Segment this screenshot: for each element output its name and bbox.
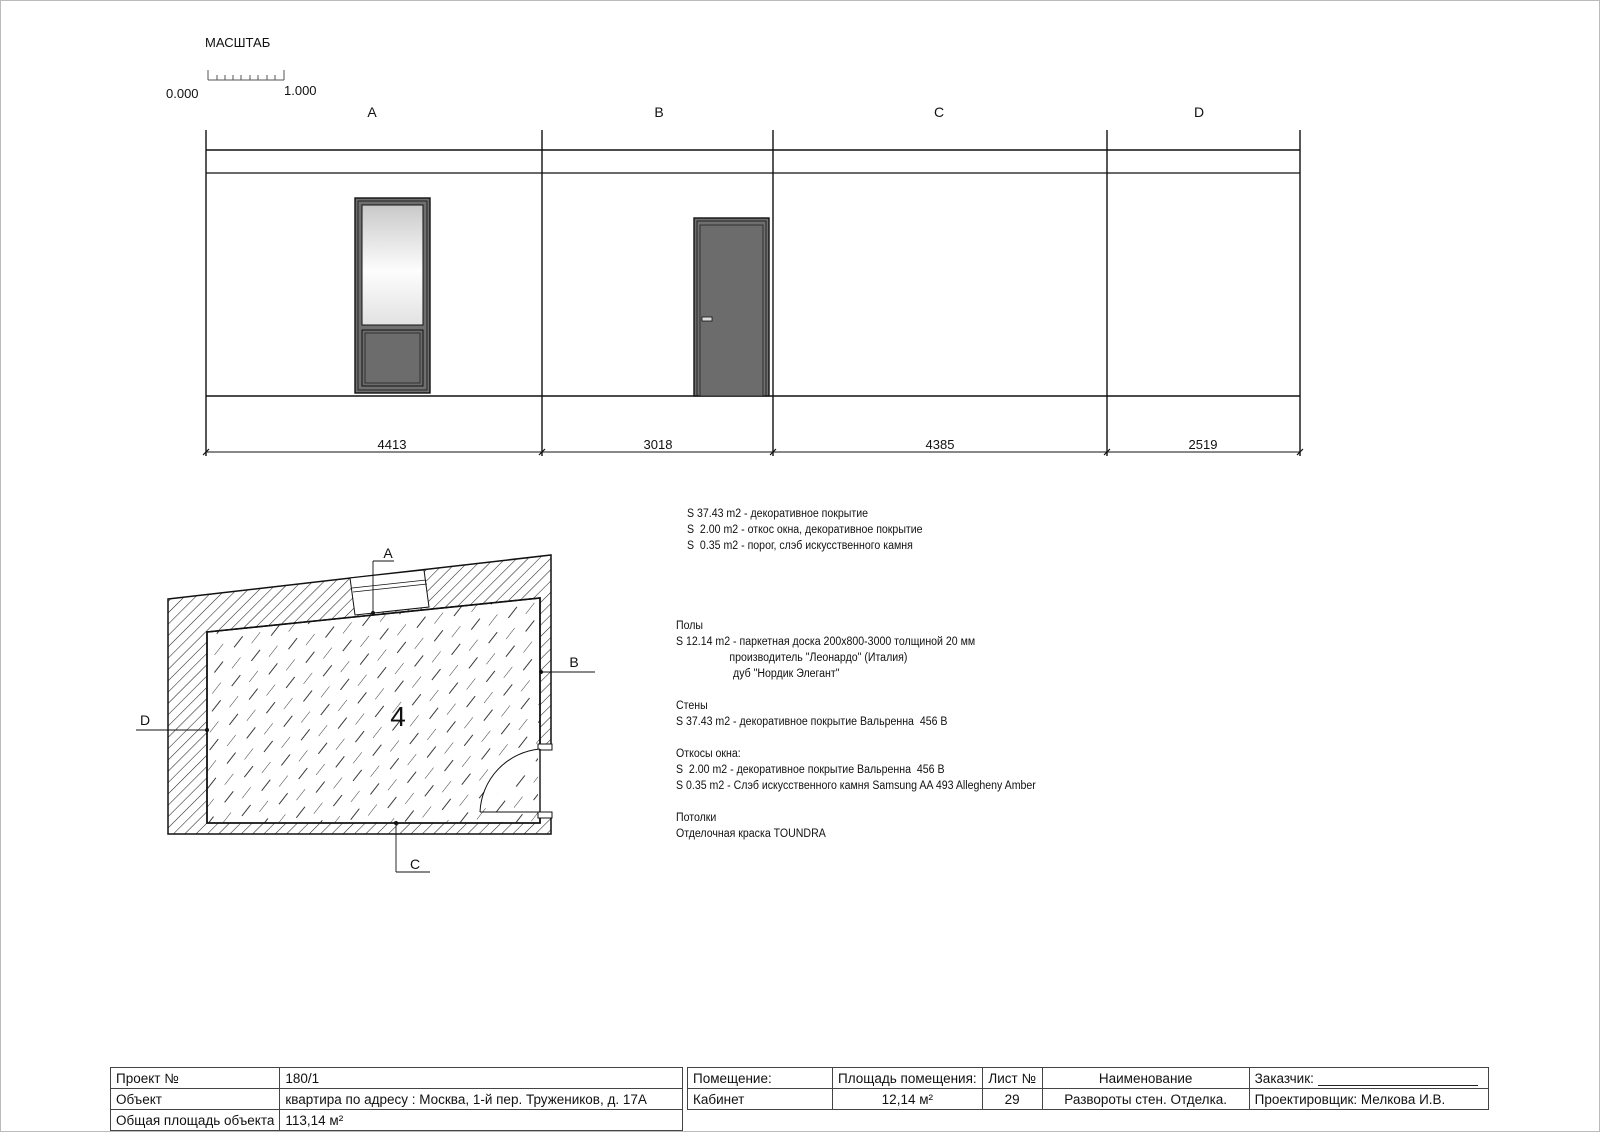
room-value: Кабинет bbox=[688, 1089, 833, 1110]
slopes-title: Откосы окна: bbox=[676, 748, 741, 760]
plan-window bbox=[350, 570, 429, 615]
floors-line: дуб "Нордик Элегант" bbox=[733, 668, 840, 680]
wall-label-a: A bbox=[367, 104, 377, 120]
dimension-c: 4385 bbox=[925, 437, 955, 452]
customer-label: Заказчик: bbox=[1254, 1070, 1314, 1086]
wall-elevation bbox=[203, 104, 1303, 456]
door-handle bbox=[702, 317, 712, 321]
area-notes bbox=[687, 506, 923, 554]
floor-plan bbox=[136, 545, 595, 872]
name-value: Развороты стен. Отделка. bbox=[1042, 1089, 1249, 1110]
room-label: Помещение: bbox=[688, 1068, 833, 1089]
plan-mark-a: A bbox=[383, 545, 393, 561]
sheet-value: 29 bbox=[982, 1089, 1042, 1110]
sheet-frame bbox=[1, 1, 1600, 1132]
area-note: S 2.00 m2 - откос окна, декоративное покрытие bbox=[687, 524, 923, 536]
slopes-line: S 0.35 m2 - Слэб искусственного камня Samsung AA 493 Allegheny Amber bbox=[676, 780, 1036, 792]
area-note: S 37.43 m2 - декоративное покрытие bbox=[687, 508, 869, 520]
title-block-project bbox=[110, 1067, 683, 1131]
room-area-label: Площадь помещения: bbox=[833, 1068, 983, 1089]
wall-label-b: B bbox=[654, 104, 664, 120]
plan-mark-b: B bbox=[569, 654, 579, 670]
total-area-value: 113,14 м² bbox=[280, 1110, 683, 1131]
area-note: S 0.35 m2 - порог, слэб искусственного камня bbox=[687, 540, 913, 552]
floors-line: S 12.14 m2 - паркетная доска 200x800-3000 толщиной 20 мм bbox=[676, 636, 976, 648]
customer-cell bbox=[1249, 1068, 1488, 1089]
designer-label: Проектировщик: Мелкова И.В. bbox=[1249, 1089, 1488, 1110]
interior-door bbox=[694, 218, 769, 396]
ceilings-title: Потолки bbox=[676, 812, 717, 824]
walls-line: S 37.43 m2 - декоративное покрытие Вальренна 456 B bbox=[676, 716, 948, 728]
object-value: квартира по адресу : Москва, 1-й пер. Тружеников, д. 17А bbox=[280, 1089, 683, 1110]
wall-label-d: D bbox=[1193, 104, 1205, 120]
dimension-d: 2519 bbox=[1188, 437, 1218, 452]
walls-title: Стены bbox=[676, 700, 708, 712]
plan-mark-c: C bbox=[409, 856, 421, 872]
project-label: Проект № bbox=[111, 1068, 280, 1089]
title-block bbox=[110, 1067, 1494, 1132]
room-number: 4 bbox=[390, 701, 406, 732]
sheet-label: Лист № bbox=[982, 1068, 1042, 1089]
project-value: 180/1 bbox=[280, 1068, 683, 1089]
customer-signature-line bbox=[1318, 1071, 1478, 1086]
ceilings-line: Отделочная краска TOUNDRA bbox=[676, 828, 826, 840]
floors-line: производитель "Леонардо" (Италия) bbox=[729, 652, 908, 664]
finish-spec bbox=[676, 618, 1036, 842]
scale-title: МАСШТАБ bbox=[205, 35, 271, 50]
plan-mark-d: D bbox=[139, 712, 151, 728]
slopes-line: S 2.00 m2 - декоративное покрытие Вальренна 456 B bbox=[676, 764, 945, 776]
scale-end-label: 1.000 bbox=[284, 83, 317, 98]
dimension-a: 4413 bbox=[377, 437, 407, 452]
dimension-b: 3018 bbox=[643, 437, 673, 452]
balcony-door bbox=[355, 198, 430, 393]
name-label: Наименование bbox=[1042, 1068, 1249, 1089]
room-area-value: 12,14 м² bbox=[833, 1089, 983, 1110]
title-block-sheet bbox=[687, 1067, 1489, 1110]
scale-start-label: 0.000 bbox=[166, 86, 199, 101]
object-label: Объект bbox=[111, 1089, 280, 1110]
wall-label-c: C bbox=[933, 104, 945, 120]
total-area-label: Общая площадь объекта bbox=[111, 1110, 280, 1131]
scale-bar bbox=[166, 35, 317, 101]
floors-title: Полы bbox=[676, 620, 704, 632]
